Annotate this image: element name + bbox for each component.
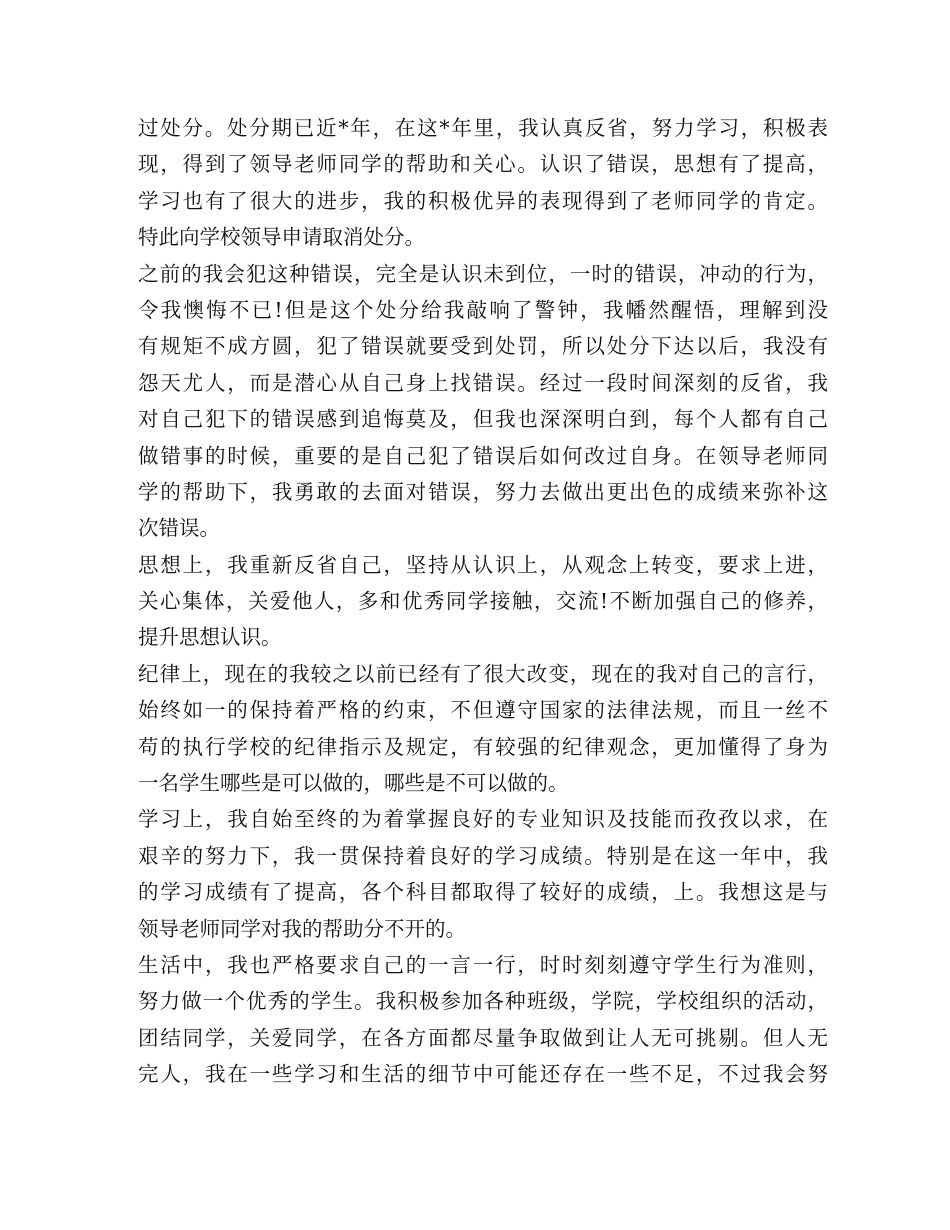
text-line: 对自己犯下的错误感到追悔莫及，但我也深深明白到，每个人都有自己: [138, 407, 828, 432]
text-line: 始终如一的保持着严格的约束，不但遵守国家的法律法规，而且一丝不: [138, 698, 828, 723]
text-line: 一名学生哪些是可以做的，哪些是不可以做的。: [138, 771, 569, 796]
text-line: 怨天尤人，而是潜心从自己身上找错误。经过一段时间深刻的反省，我: [138, 370, 828, 395]
text-line: 次错误。: [138, 516, 220, 541]
text-line: 团结同学，关爱同学，在各方面都尽量争取做到让人无可挑剔。但人无: [138, 1025, 828, 1050]
text-line: 现，得到了领导老师同学的帮助和关心。认识了错误，思想有了提高，: [138, 152, 828, 177]
text-line: 学的帮助下，我勇敢的去面对错误，努力去做出更出色的成绩来弥补这: [138, 479, 828, 504]
text-line: 关心集体，关爱他人，多和优秀同学接触，交流!不断加强自己的修养，: [138, 589, 828, 614]
text-line: 令我懊悔不已!但是这个处分给我敲响了警钟，我幡然醒悟，理解到没: [138, 297, 828, 322]
text-line: 之前的我会犯这种错误，完全是认识未到位，一时的错误，冲动的行为，: [138, 261, 828, 286]
text-line: 苟的执行学校的纪律指示及规定，有较强的纪律观念，更加懂得了身为: [138, 734, 828, 759]
text-line: 的学习成绩有了提高，各个科目都取得了较好的成绩，上。我想这是与: [138, 880, 828, 905]
text-line: 提升思想认识。: [138, 625, 282, 650]
text-line: 特此向学校领导申请取消处分。: [138, 225, 425, 250]
text-line: 艰辛的努力下，我一贯保持着良好的学习成绩。特别是在这一年中，我: [138, 843, 828, 868]
text-line: 有规矩不成方圆，犯了错误就要受到处罚，所以处分下达以后，我没有: [138, 334, 828, 359]
text-line: 领导老师同学对我的帮助分不开的。: [138, 916, 466, 941]
text-line: 做错事的时候，重要的是自己犯了错误后如何改过自身。在领导老师同: [138, 443, 828, 468]
text-line: 学习上，我自始至终的为着掌握良好的专业知识及技能而孜孜以求，在: [138, 807, 828, 832]
document-body: [138, 110, 828, 1093]
text-line: 完人，我在一些学习和生活的细节中可能还存在一些不足，不过我会努: [138, 1062, 828, 1087]
text-line: 学习也有了很大的进步，我的积极优异的表现得到了老师同学的肯定。: [138, 188, 828, 213]
text-line: 生活中，我也严格要求自己的一言一行，时时刻刻遵守学生行为准则，: [138, 952, 828, 977]
text-line: 过处分。处分期已近*年，在这*年里，我认真反省，努力学习，积极表: [138, 116, 828, 140]
text-line: 纪律上，现在的我较之以前已经有了很大改变，现在的我对自己的言行，: [138, 661, 828, 686]
text-line: 努力做一个优秀的学生。我积极参加各种班级，学院，学校组织的活动，: [138, 989, 828, 1014]
text-line: 思想上，我重新反省自己，坚持从认识上，从观念上转变，要求上进，: [138, 552, 828, 577]
